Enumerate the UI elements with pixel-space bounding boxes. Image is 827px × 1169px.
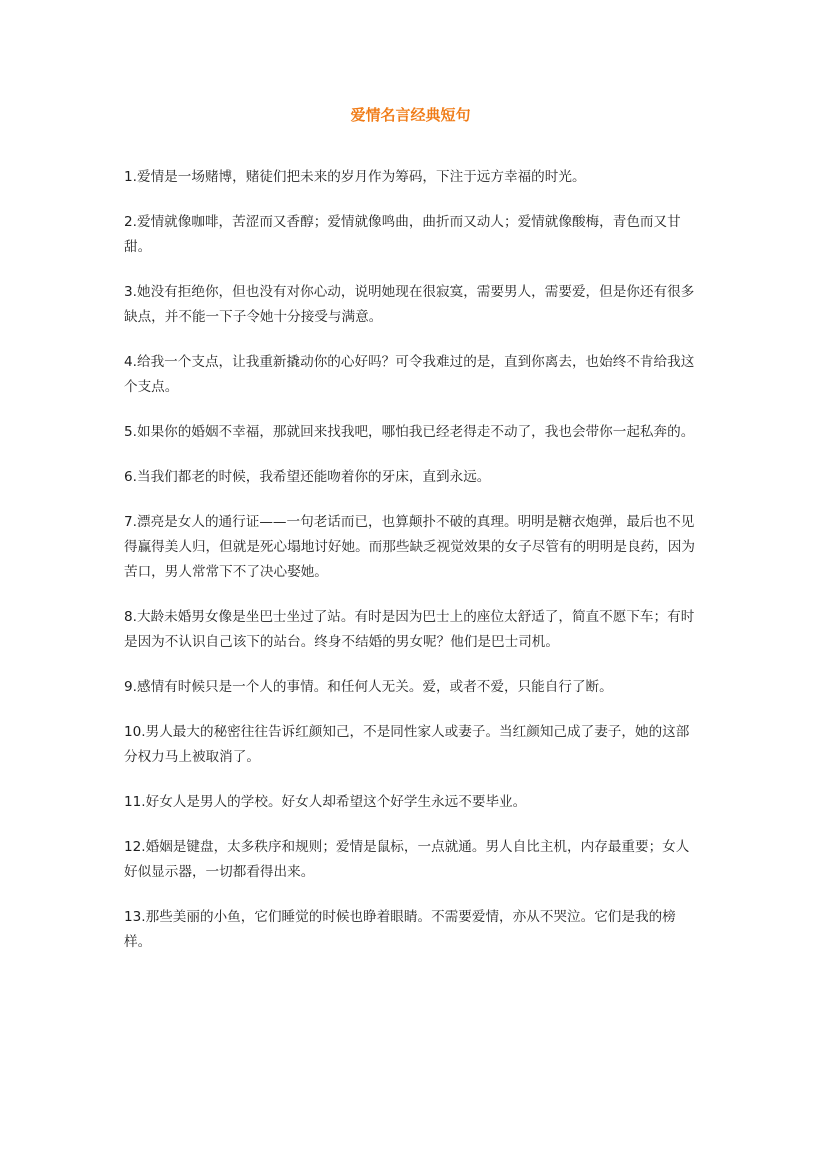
quote-item: 4.给我一个支点，让我重新撬动你的心好吗？可令我难过的是，直到你离去，也始终不肯给我这个支点。 — [124, 354, 695, 395]
quote-item: 2.爱情就像咖啡，苦涩而又香醇；爱情就像鸣曲，曲折而又动人；爱情就像酸梅，青色而又甘甜。 — [124, 214, 681, 255]
document-title: 爱情名言经典短句 — [350, 106, 471, 124]
quote-item: 7.漂亮是女人的通行证——一句老话而已，也算颠扑不破的真理。明明是糖衣炮弹，最后也不见得赢得美人归，但就是死心塌地讨好她。而那些缺乏视觉效果的女子尽管有的明明是良药，因为苦口，男人常常下不了决心娶她。 — [124, 514, 695, 580]
quote-list — [124, 165, 697, 955]
quote-item: 6.当我们都老的时候，我希望还能吻着你的牙床，直到永远。 — [124, 469, 491, 485]
quote-item: 11.好女人是男人的学校。好女人却希望这个好学生永远不要毕业。 — [124, 794, 527, 810]
quote-item: 1.爱情是一场赌博，赌徒们把未来的岁月作为筹码，下注于远方幸福的时光。 — [124, 169, 586, 185]
quote-item: 10.男人最大的秘密往往告诉红颜知己，不是同性家人或妻子。当红颜知己成了妻子，她的这部分权力马上被取消了。 — [124, 724, 690, 765]
quote-item: 5.如果你的婚姻不幸福，那就回来找我吧，哪怕我已经老得走不动了，我也会带你一起私奔的。 — [124, 424, 695, 440]
quote-item: 13.那些美丽的小鱼，它们睡觉的时候也睁着眼睛。不需要爱情，亦从不哭泣。它们是我的榜样。 — [124, 909, 676, 950]
quote-item: 3.她没有拒绝你，但也没有对你心动，说明她现在很寂寞，需要男人，需要爱，但是你还有很多缺点，并不能一下子令她十分接受与满意。 — [124, 284, 695, 325]
quote-item: 12.婚姻是键盘，太多秩序和规则；爱情是鼠标，一点就通。男人自比主机，内存最重要；女人好似显示器，一切都看得出来。 — [124, 839, 690, 880]
quote-item: 8.大龄未婚男女像是坐巴士坐过了站。有时是因为巴士上的座位太舒适了，简直不愿下车；有时是因为不认识自己该下的站台。终身不结婚的男女呢？他们是巴士司机。 — [124, 609, 695, 650]
quote-item: 9.感情有时候只是一个人的事情。和任何人无关。爱，或者不爱，只能自行了断。 — [124, 679, 613, 695]
